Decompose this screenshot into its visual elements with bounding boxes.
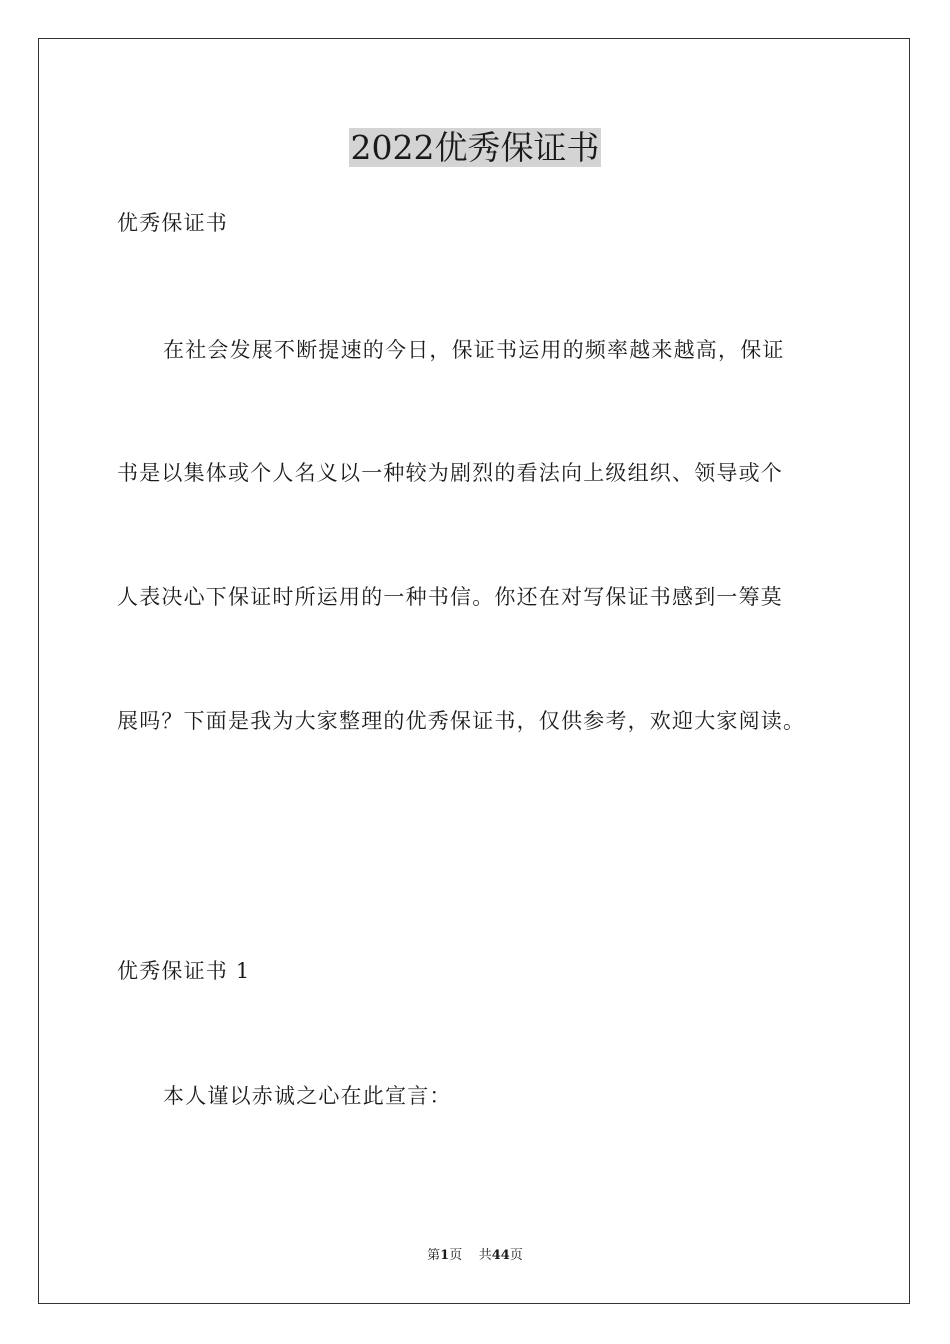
page-total: 44 (491, 1248, 510, 1263)
total-suffix: 页 (509, 1248, 523, 1263)
paragraph-line: 书是以集体或个人名义以一种较为剧烈的看法向上级组织、领导或个 (117, 461, 783, 485)
page-prefix: 第 (427, 1248, 441, 1263)
document-title-text: 2022优秀保证书 (350, 128, 600, 167)
document-title (0, 128, 950, 168)
paragraph-line: 本人谨以赤诚之心在此宣言： (163, 1084, 452, 1108)
paragraph-line: 展吗？下面是我为大家整理的优秀保证书，仅供参考，欢迎大家阅读。 (117, 709, 806, 733)
paragraph-line: 在社会发展不断提速的今日，保证书运用的频率越来越高，保证 (163, 338, 785, 362)
paragraph-line: 人表决心下保证时所运用的一种书信。你还在对写保证书感到一筹莫 (117, 585, 783, 609)
document-subtitle: 优秀保证书 (117, 211, 228, 235)
section-heading: 优秀保证书 1 (117, 959, 251, 983)
page-current: 1 (440, 1248, 450, 1263)
page-suffix: 页 (449, 1248, 463, 1263)
total-prefix: 共 (478, 1248, 492, 1263)
page-footer (0, 1247, 950, 1265)
